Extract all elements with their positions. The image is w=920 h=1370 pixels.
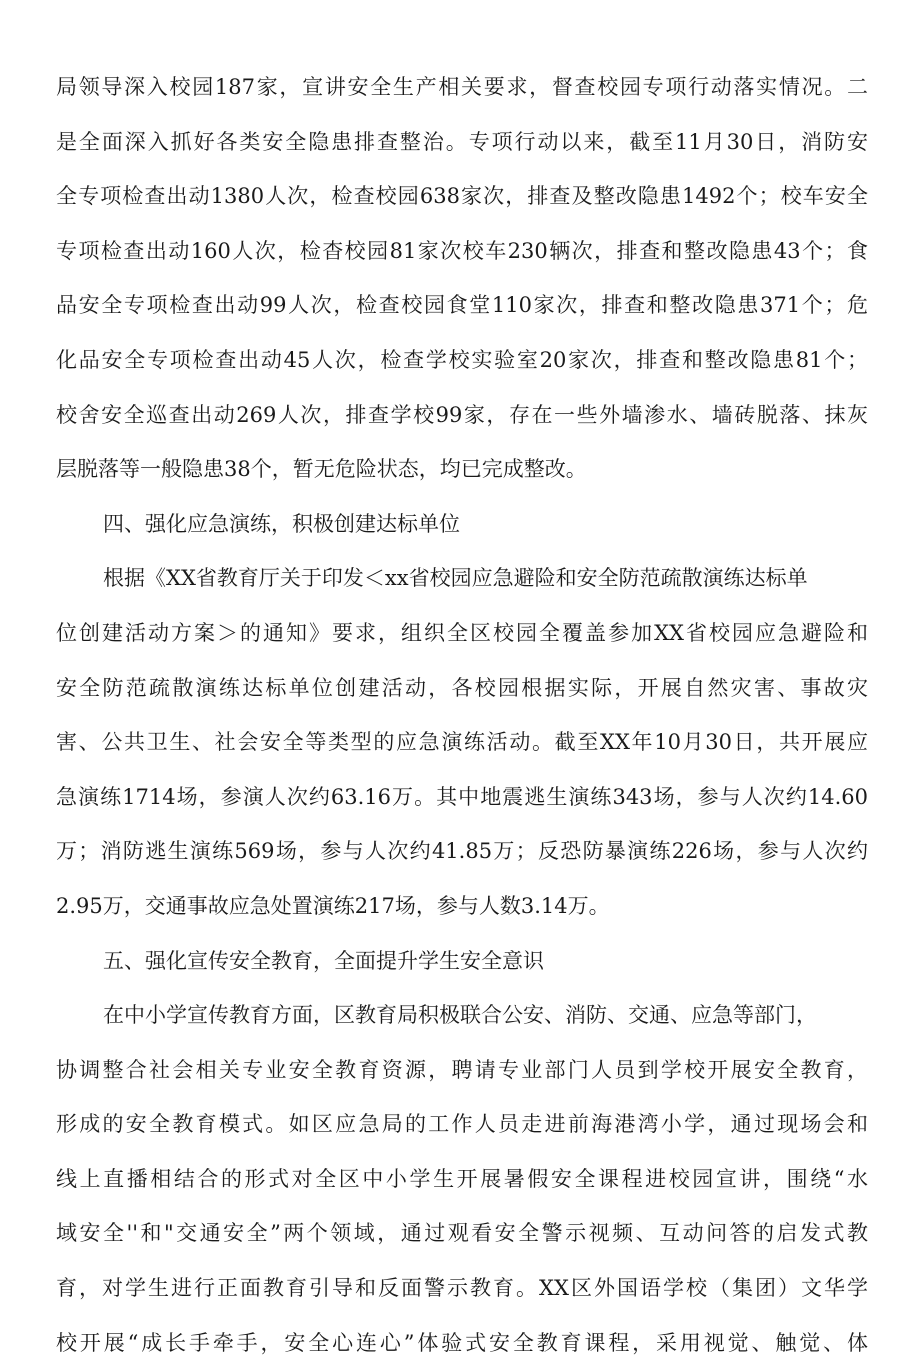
text-line: 2.95万，交通事故应急处置演练217场，参与人数3.14万。	[56, 893, 610, 918]
text-line: 全专项检查出动1380人次，检查校园638家次，排查及整改隐患1492个；校车安全	[56, 184, 868, 209]
document-page	[56, 60, 868, 1370]
text-line: 化品安全专项检查出动45人次，检查学校实验室20家次，排查和整改隐患81个；	[56, 347, 868, 372]
text-line: 根据《XX省教育厅关于印发＜xx省校园应急避险和安全防范疏散演练达标单	[103, 566, 808, 591]
text-line: 品安全专项检查出动99人次，检查校园食堂110家次，排查和整改隐患371个；危	[56, 293, 868, 318]
text-line: 害、公共卫生、社会安全等类型的应急演练活动。截至XX年10月30日，共开展应	[56, 730, 868, 755]
section-heading: 四、强化应急演练，积极创建达标单位	[103, 511, 460, 536]
text-line: 安全防范疏散演练达标单位创建活动，各校园根据实际，开展自然灾害、事故灾	[56, 675, 868, 700]
text-line: 育，对学生进行正面教育引导和反面警示教育。XX区外国语学校（集团）文华学	[56, 1276, 868, 1301]
text-line: 位创建活动方案＞的通知》要求，组织全区校园全覆盖参加XX省校园应急避险和	[56, 620, 868, 645]
text-line: 专项检查出动160人次，检杳校园81家次校车230辆次，排查和整改隐患43个；食	[56, 238, 868, 263]
text-line: 局领导深入校园187家，宣讲安全生产相关要求，督查校园专项行动落实情况。二	[56, 75, 868, 99]
text-line: 在中小学宣传教育方面，区教育局积极联合公安、消防、交通、应急等部门，	[103, 1003, 817, 1028]
text-line: 是全面深入抓好各类安全隐患排查整治。专项行动以来，截至11月30日，消防安	[56, 129, 868, 154]
text-line: 域安全''和"交通安全”两个领域，通过观看安全警示视频、互动问答的启发式教	[56, 1221, 868, 1246]
text-line: 形成的安全教育模式。如区应急局的工作人员走进前海港湾小学，通过现场会和	[56, 1112, 868, 1137]
text-line: 校舍安全巡查出动269人次，排查学校99家，存在一些外墙渗水、墙砖脱落、抹灰	[56, 402, 868, 427]
text-line: 万；消防逃生演练569场，参与人次约41.85万；反恐防暴演练226场，参与人次约	[56, 839, 868, 864]
text-line: 校开展“成长手牵手，安全心连心”体验式安全教育课程，采用视觉、触觉、体	[56, 1330, 868, 1355]
text-line: 层脱落等一般隐患38个，暂无危险状态，均已完成整改。	[56, 457, 587, 482]
text-line: 线上直播相结合的形式对全区中小学生开展暑假安全课程进校园宣讲，围绕“水	[56, 1166, 868, 1191]
section-heading: 五、强化宣传安全教育，全面提升学生安全意识	[103, 948, 544, 973]
text-line: 急演练1714场，参演人次约63.16万。其中地震逃生演练343场，参与人次约14.60	[56, 784, 868, 809]
text-line: 协调整合社会相关专业安全教育资源，聘请专业部门人员到学校开展安全教育，	[56, 1057, 868, 1082]
